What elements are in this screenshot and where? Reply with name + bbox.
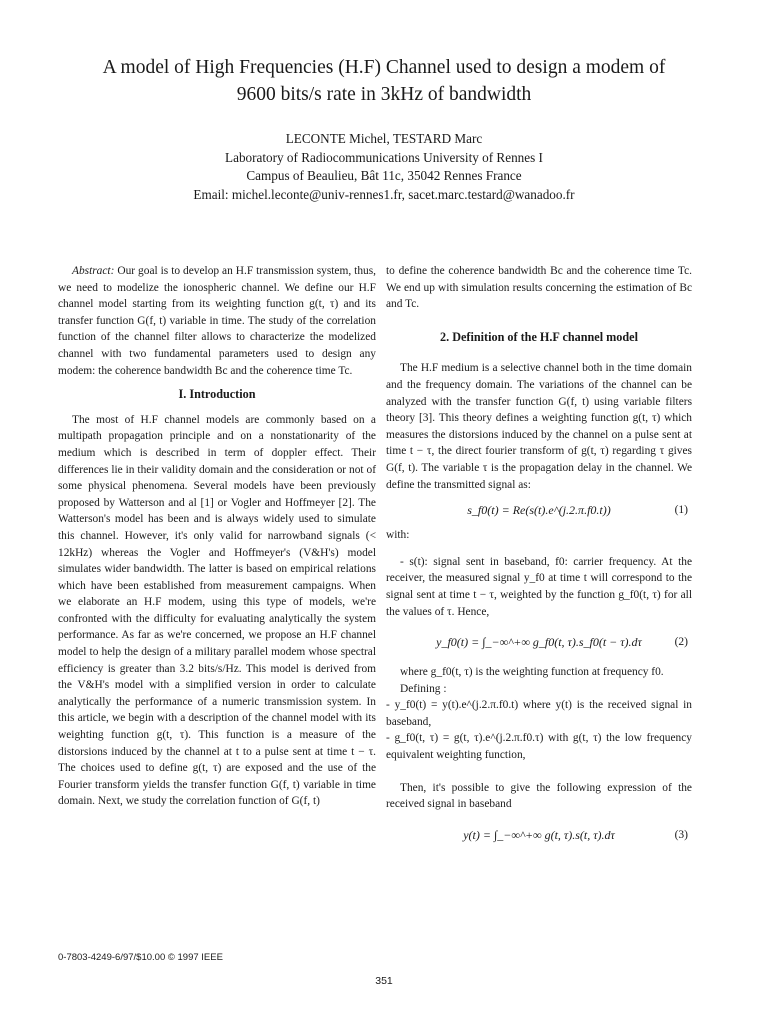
section-heading-introduction: I. Introduction — [178, 387, 256, 402]
copyright-footer: 0-7803-4249-6/97/$10.00 © 1997 IEEE — [58, 952, 223, 963]
author-block — [60, 130, 708, 204]
abstract-paragraph — [58, 263, 376, 379]
equation-1-number: (1) — [674, 503, 688, 516]
continued-paragraph: to define the coherence bandwidth Bc and the coherence time Tc. We end up with simulation results concerning the estimation of Bc and Tc. — [386, 265, 692, 311]
abstract-label: Abstract: — [72, 265, 115, 277]
paper-title — [60, 54, 708, 108]
abstract-text: Our goal is to develop an H.F transmission system, thus, we need to modelize the ionospheric channel. We define our H.F channel model starting from its weighting function g(t, τ) and its transfer function G(f, t) variable in time. The study of the correlation function of the channel filter allows to characterize the modelized channel with two fundamental parameters used to design any modem: the coherence bandwidth Bc and the coherence time Tc. — [58, 265, 376, 377]
equation-2-number: (2) — [674, 635, 688, 648]
definition-paragraph: The H.F medium is a selective channel both in the time domain and the frequency domain. The variations of the channel can be analyzed with the transfer function G(f, t) using variable filters theory [3]. This theory defines a weighting function g(t, τ) which measures the distorsions induced by the channel on a pulse sent at time t − τ, the direct fourier transform of g(t, τ) regarding τ gives G(f, t). The variable τ is the propagation delay in the channel. We define the transmitted signal as: — [386, 362, 692, 491]
signal-paragraph: - s(t): signal sent in baseband, f0: carrier frequency. At the receiver, the measured signal y_f0 at time t will correspond to the signal sent at time t − τ, weighted by the function g_f0(t, τ) for all the values of τ. Hence, — [386, 555, 692, 618]
equation-2-body: y_f0(t) = ∫_−∞^+∞ g_f0(t, τ).s_f0(t − τ).dτ — [436, 634, 642, 649]
left-column — [58, 263, 376, 810]
title-line-1: A model of High Frequencies (H.F) Channel used to design a modem of — [102, 57, 666, 78]
section-heading-definition: 2. Definition of the H.F channel model — [440, 329, 638, 344]
author-email: Email: michel.leconte@univ-rennes1.fr, sacet.marc.testard@wanadoo.fr — [193, 186, 575, 202]
received-signal-paragraph: Then, it's possible to give the following expression of the received signal in baseband — [386, 781, 692, 811]
equation-1 — [386, 493, 692, 527]
definition-item-2: - g_f0(t, τ) = g(t, τ).e^(j.2.π.f0.τ) with g(t, τ) the low frequency equivalent weighting function, — [386, 732, 692, 762]
author-lab: Laboratory of Radiocommunications University of Rennes I — [225, 149, 543, 165]
equation-3-body: y(t) = ∫_−∞^+∞ g(t, τ).s(t, τ).dτ — [463, 827, 615, 842]
equation-3 — [386, 813, 692, 857]
equation-1-body: s_f0(t) = Re(s(t).e^(j.2.π.f0.t)) — [467, 502, 611, 517]
equation-2 — [386, 620, 692, 664]
with-label: with: — [386, 529, 410, 542]
weighting-paragraph: where g_f0(t, τ) is the weighting function at frequency f0. — [400, 666, 664, 679]
definition-item-1: - y_f0(t) = y(t).e^(j.2.π.f0.t) where y(t) is the received signal in baseband, — [386, 699, 692, 728]
equation-3-number: (3) — [674, 828, 688, 841]
intro-paragraph: The most of H.F channel models are commonly based on a multipath propagation principle and on a nonstationarity of the medium which is described in term of doppler effect. Their differences lie in their validity domain and the consideration or not of some physical phenomena. Several models have been previously proposed by Watterson and al [1] or Vogler and Hoffmeyer [2]. The Watterson's model has been and is always widely used to simulate this channel. However, it's only valid for narrowband signals (< 12kHz) whereas the Vogler and Hoffmeyer's (V&H's) model simulates wider bandwidth. The latter is based on empirical relations which have been established from measurement campaigns. When we elaborate an H.F modem, using this type of models, we're confronted with the difficulty for evaluating analytically the system performance. As far as we're concerned, we propose an H.F channel model to help the design of a military parallel modem whose spectral efficiency is greater than 3.2 bits/s/Hz. This model is derived from the V&H's model with a simplified version in order to calculate analytically the performance of a numeric transmission system. In this article, we begin with a description of the channel model with its weighting function g(t, τ). This function is a measure of the distorsions induced by the channel at t to a pulse sent at time t − τ. The choices used to define g(t, τ) are exposed and the use of the Fourier transform yields the transfer function G(f, t) variable in time domain. Next, we study the correlation function of G(f, t) — [58, 413, 376, 808]
right-column — [386, 263, 692, 857]
title-line-2: 9600 bits/s rate in 3kHz of bandwidth — [236, 84, 532, 105]
author-address: Campus of Beaulieu, Bât 11c, 35042 Rennes France — [246, 168, 522, 183]
defining-label: Defining : — [400, 682, 447, 695]
author-names: LECONTE Michel, TESTARD Marc — [285, 131, 483, 146]
page-number: 351 — [375, 975, 393, 987]
